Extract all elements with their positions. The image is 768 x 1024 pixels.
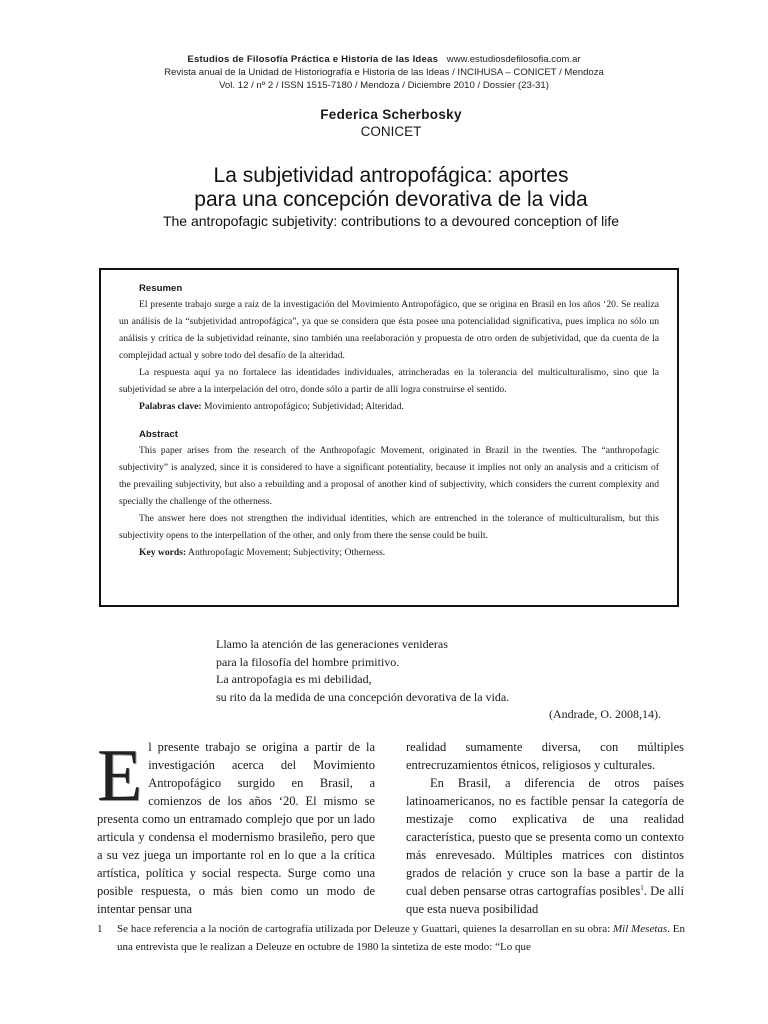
header-line-2: Revista anual de la Unidad de Historiografía e Historia de las Ideas / INCIHUSA – CONICET / Mendoza [164, 67, 604, 78]
footnote-reference[interactable]: 1 [640, 883, 644, 892]
article-subtitle: The antropofagic subjetivity: contributions to a devoured conception of life [162, 213, 620, 229]
resumen-heading: Resumen [139, 283, 183, 294]
header-line-1 [0, 53, 768, 66]
body-column-left [97, 735, 375, 918]
body-paragraph-2-text-b: . De allí que esta nueva posibilidad [406, 884, 684, 916]
header-line-3: Vol. 12 / nº 2 / ISSN 1515-7180 / Mendoza / Diciembre 2010 / Dossier (23-31) [219, 80, 549, 91]
resumen-keywords-text: Movimiento antropofágico; Subjetividad; Alteridad. [201, 401, 404, 412]
body-paragraph-1 [97, 735, 375, 918]
journal-name: Estudios de Filosofía Práctica e Historia de las Ideas [187, 54, 439, 65]
footnote [97, 920, 685, 956]
body-column-right [406, 738, 684, 918]
resumen-keywords-label: Palabras clave: [139, 401, 202, 412]
resumen-paragraph-2: La respuesta aquí ya no fortalece las identidades individuales, atrincheradas en la tolerancia del multiculturalismo, sino que la subjetividad se abre a la interpelación del otro, donde sólo a partir de allí logra construirse el sentido. [119, 367, 659, 395]
footnote-book-title: Mil Mesetas [613, 923, 668, 935]
footnote-text-a: Se hace referencia a la noción de cartografía utilizada por Deleuze y Guattari, quienes la desarrollan en su obra: [117, 923, 613, 935]
epigraph-line-2: para la filosofía del hombre primitivo. [216, 654, 400, 669]
epigraph-citation: (Andrade, O. 2008,14). [549, 707, 661, 721]
epigraph [216, 636, 661, 724]
journal-header [0, 53, 768, 92]
abstract-paragraph-2: The answer here does not strengthen the individual identities, which are entrenched in the tolerance of multiculturalism, but this subjectivity opens to the interpellation of the other, and only from there the sense could be built. [119, 513, 659, 541]
article-title [0, 164, 768, 212]
author-affiliation: CONICET [360, 124, 422, 139]
footnote-number: 1 [97, 923, 103, 935]
resumen-paragraph-1: El presente trabajo surge a raíz de la investigación del Movimiento Antropofágico, que se origina en Brasil en los años ‘20. Se realiza un análisis de la “subjetividad antropofágica”, ya que se considera que ésta posee una potencialidad significativa, pues implica no sólo un análisis y crítica de la subjetividad reinante, sino también una reelaboración y propuesta de otro orden de subjetividad, que da cuenta de la complejidad actual y sobre todo del desafío de la alteridad. [119, 299, 659, 361]
title-line-1: La subjetividad antropofágica: aportes [213, 164, 569, 187]
body-paragraph-2-text-a: En Brasil, a diferencia de otros países latinoamericanos, no es factible pensar la categoría de mestizaje como explicativa de una realidad característica, puesto que se presenta como un contexto más enrevesado. Múltiples matrices con distintos grados de relación y cruce son la base a partir de la cual deben pensarse otras cartografías posibles [406, 776, 684, 898]
abstract-box [99, 268, 679, 607]
author-block [0, 106, 768, 140]
epigraph-line-4: su rito da la medida de una concepción devorativa de la vida. [216, 689, 510, 704]
footnote-1 [97, 920, 685, 956]
body-paragraph-2 [406, 774, 684, 918]
resumen-keywords [119, 398, 659, 415]
abstract-keywords [119, 544, 659, 561]
abstract-paragraph-1: This paper arises from the research of the Anthropofagic Movement, originated in Brazil in the twenties. The “anthropofagic subjectivity” is analyzed, since it is considered to have a significant potentiality, because it implies not only an analysis and a criticism of the prevailing subjectivity, but also a rebuilding and a proposal of another kind of subjectivity, which considers the current complexity and specially the challenge of the otherness. [119, 445, 659, 507]
body-paragraph-1-continued: realidad sumamente diversa, con múltiples entrecruzamientos étnicos, religiosos y culturales. [406, 740, 684, 772]
epigraph-line-1: Llamo la atención de las generaciones venideras [216, 637, 448, 651]
abstract-heading: Abstract [139, 429, 178, 440]
body-paragraph-1-text: l presente trabajo se origina a partir de la investigación acerca del Movimiento Antropofágico surgido en Brasil, a comienzos de los años ‘20. El mismo se presenta como un entramado complejo que por un lado articula y condensa el modernismo brasileño, pero que a su vez juega un importante rol en lo que a la crítica artística, política y social respecta. Surge como una posible respuesta, o más bien como un modo de intentar pensar una [97, 740, 375, 916]
abstract-keywords-label: Key words: [139, 547, 187, 558]
abstract-keywords-text: Anthropofagic Movement; Subjectivity; Otherness. [186, 547, 386, 558]
title-line-2: para una concepción devorativa de la vida [194, 188, 588, 211]
footnote-text-b: . En una entrevista que le realizan a Deleuze en octubre de 1980 la sintetiza de este modo: “Lo que [117, 923, 685, 953]
journal-website[interactable]: www.estudiosdefilosofia.com.ar [446, 54, 581, 65]
author-name: Federica Scherbosky [320, 107, 462, 122]
drop-cap: E [97, 735, 143, 817]
epigraph-line-3: La antropofagia es mi debilidad, [216, 672, 372, 686]
